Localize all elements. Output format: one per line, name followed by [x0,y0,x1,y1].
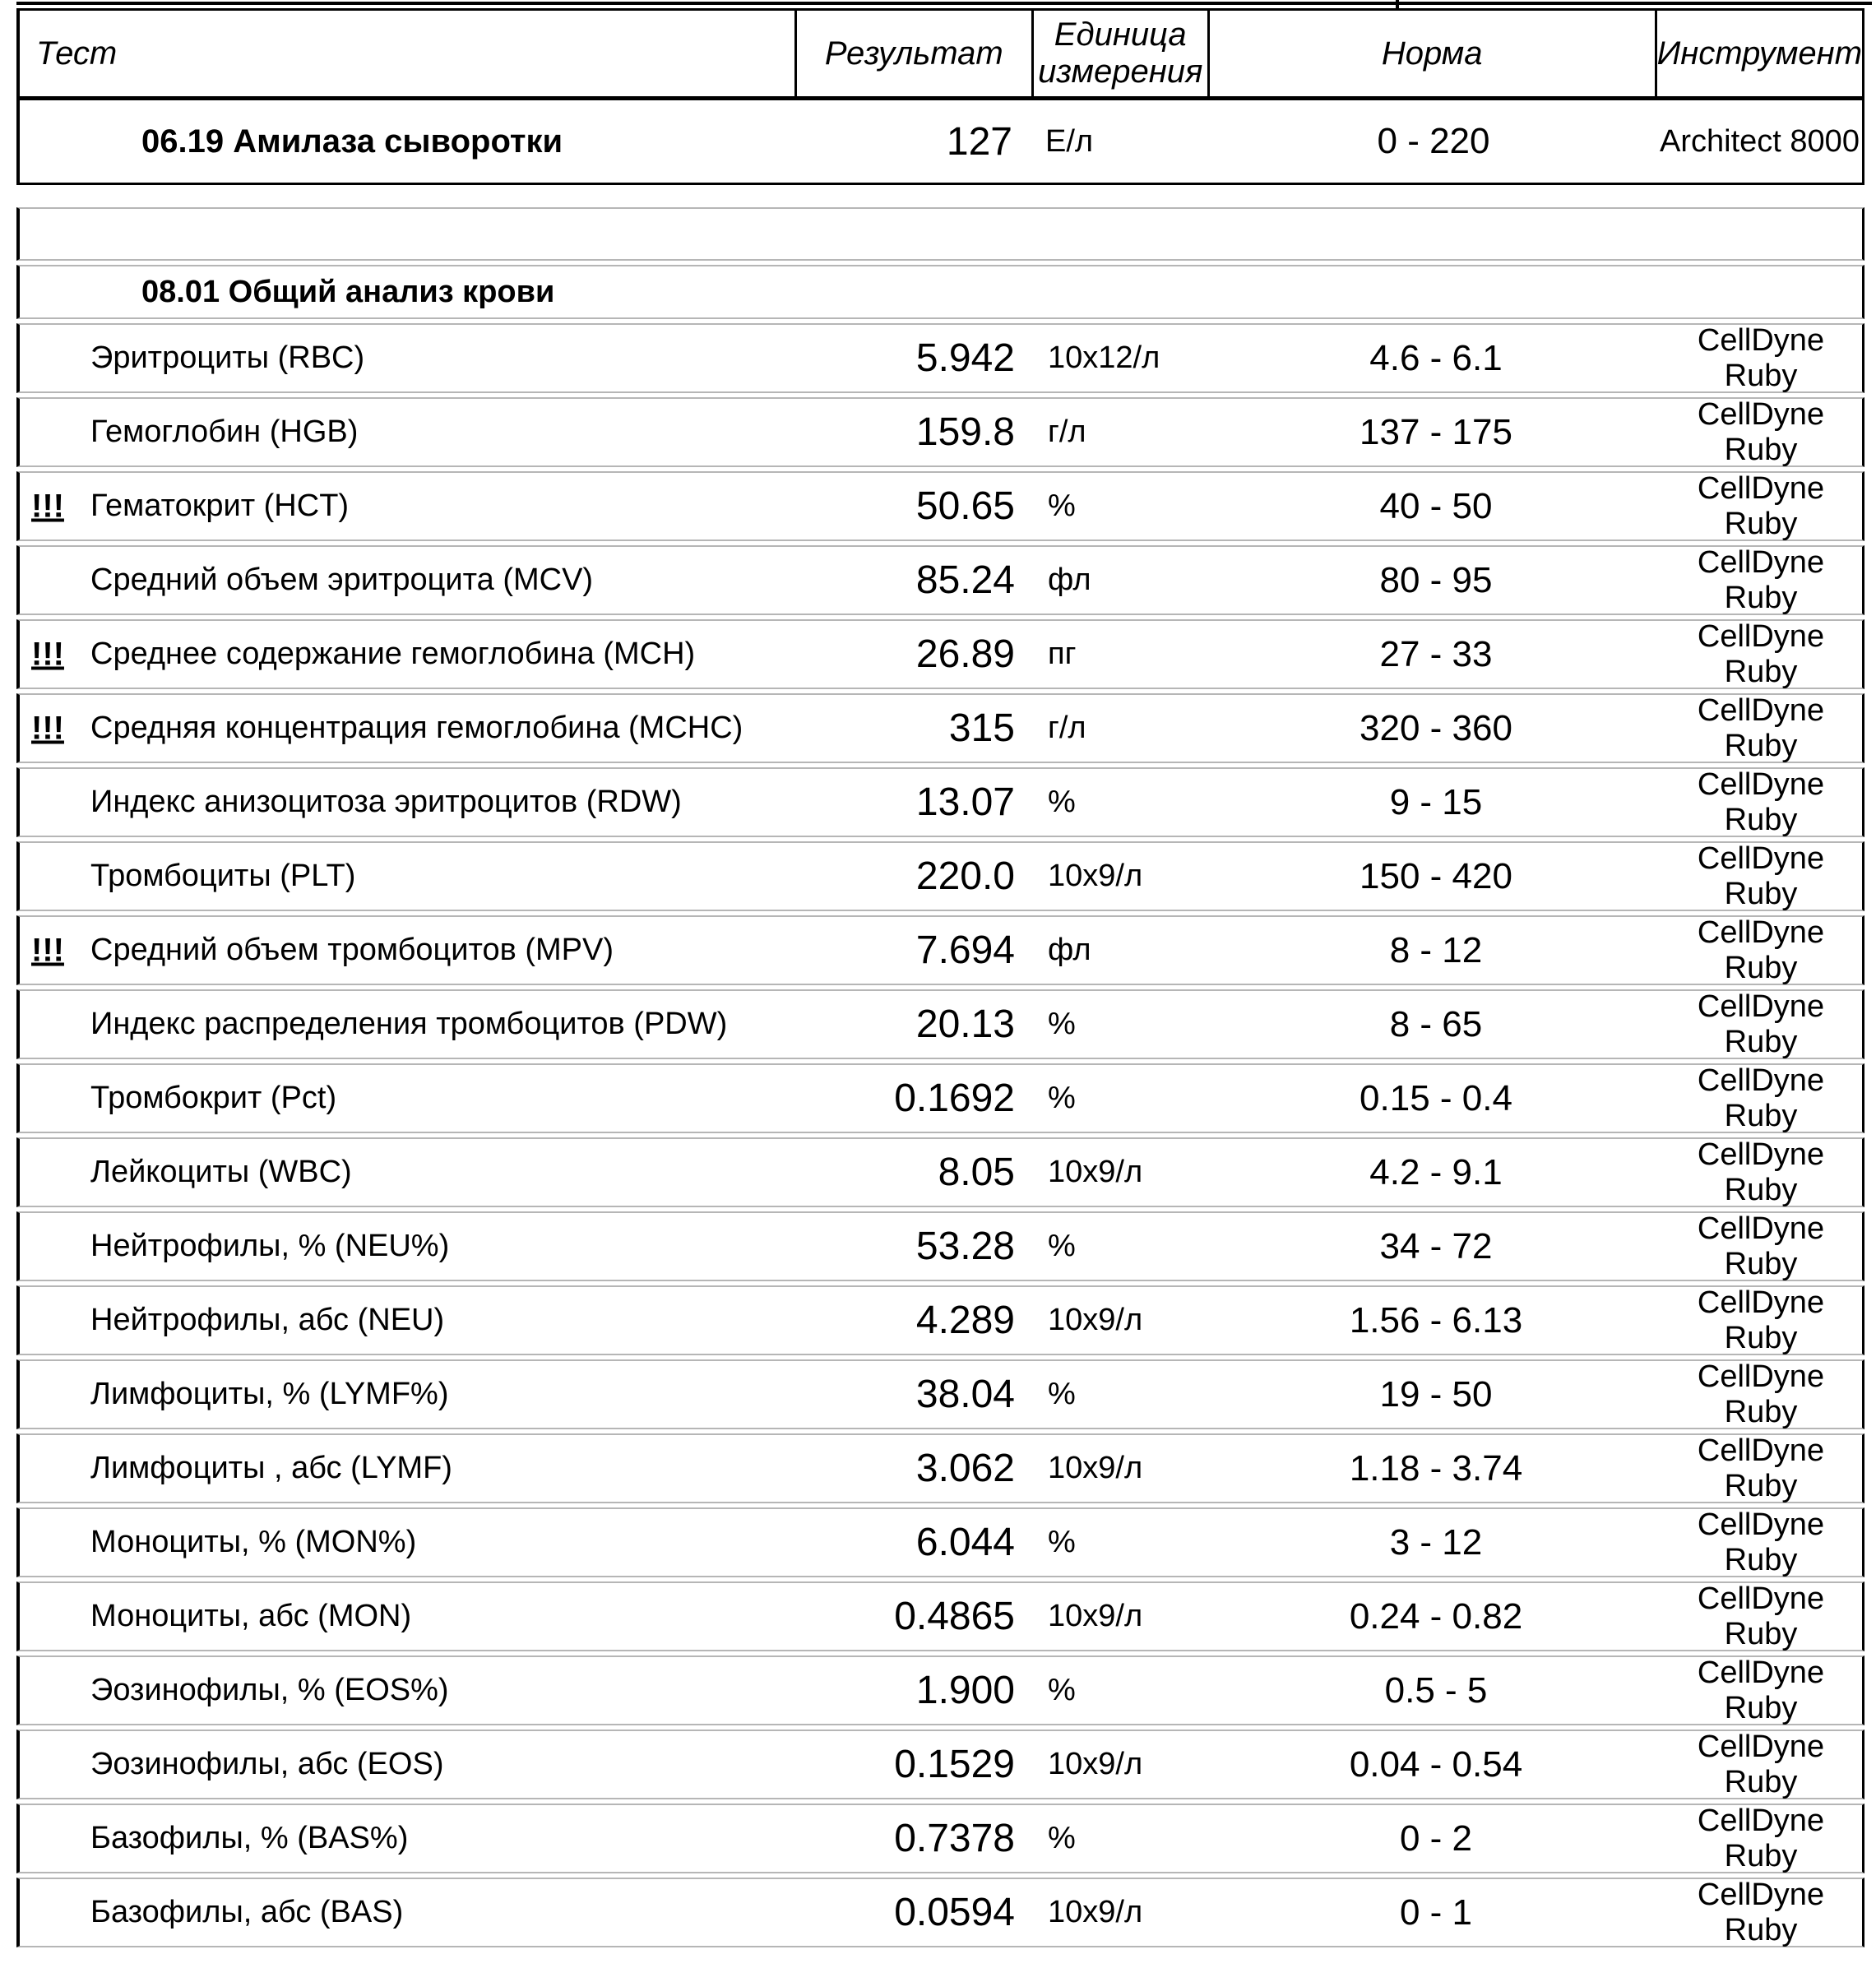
lab-result-row [16,1285,1864,1355]
instrument: CellDyne Ruby [1697,1063,1825,1133]
lab-result-row [16,915,1864,985]
test-name: Эритроциты (RBC) [90,340,365,375]
result-value: 220.0 [915,854,1015,898]
test-name: Среднее содержание гемоглобина (MCH) [90,637,696,671]
reference-range: 80 - 95 [1379,559,1493,600]
reference-range: 0.15 - 0.4 [1360,1077,1512,1118]
result-value: 1.900 [915,1669,1015,1712]
reference-range: 27 - 33 [1379,633,1493,674]
empty-row [16,207,1864,261]
lab-result-row [16,1359,1864,1429]
instrument: CellDyne Ruby [1697,989,1825,1059]
cbc-rows [16,323,1864,1947]
instrument: CellDyne Ruby [1697,544,1825,615]
instrument: CellDyne Ruby [1697,915,1825,985]
amylase-result-row [16,100,1864,185]
instrument: CellDyne Ruby [1697,1137,1825,1207]
lab-result-row [16,1878,1864,1947]
result-value: 0.4865 [894,1595,1015,1638]
result-value: 0.1529 [894,1743,1015,1786]
amylase-table [16,8,1864,185]
instrument: CellDyne Ruby [1697,470,1825,541]
unit: % [1048,1007,1076,1041]
instrument: CellDyne Ruby [1697,1803,1825,1873]
instrument: CellDyne Ruby [1697,1433,1825,1503]
lab-result-row [16,1655,1864,1725]
result-value: 159.8 [915,410,1015,454]
unit: 10x12/л [1048,340,1160,375]
result-value: 0.1692 [894,1077,1015,1120]
abnormal-flag: !!! [31,710,64,746]
test-name: Гематокрит (HCT) [90,489,350,523]
test-name: Индекс распределения тромбоцитов (PDW) [90,1007,728,1041]
unit: г/л [1048,414,1086,449]
result-value: 26.89 [915,632,1015,676]
abnormal-flag: !!! [31,932,64,968]
cutoff-table-bottom-line [16,2,1872,5]
instrument: CellDyne Ruby [1697,396,1825,467]
unit: 10x9/л [1048,859,1143,893]
result-value: 6.044 [915,1521,1015,1564]
test-name: 06.19 Амилаза сыворотки [141,123,563,160]
test-name: Базофилы, % (BAS%) [90,1821,409,1855]
unit: пг [1048,637,1077,671]
column-header-result: Результат [797,11,1034,96]
test-name: Эозинофилы, абс (EOS) [90,1747,444,1781]
column-header-norm: Норма [1210,11,1657,96]
instrument: CellDyne Ruby [1697,1655,1825,1725]
instrument: CellDyne Ruby [1697,840,1825,911]
unit: 10x9/л [1048,1895,1143,1929]
reference-range: 1.56 - 6.13 [1349,1299,1523,1341]
column-header-unit: Единица измерения [1034,11,1210,96]
section-title: 08.01 Общий анализ крови [141,274,555,309]
unit: % [1048,785,1076,819]
lab-result-row [16,1137,1864,1207]
result-value: 4.289 [915,1299,1015,1342]
result-value: 5.942 [915,336,1015,380]
lab-result-row [16,1730,1864,1799]
reference-range: 8 - 12 [1389,929,1483,970]
unit: г/л [1048,711,1086,745]
reference-range: 0 - 220 [1377,121,1490,161]
result-value: 13.07 [915,780,1015,824]
instrument: CellDyne Ruby [1697,1581,1825,1651]
reference-range: 4.6 - 6.1 [1369,337,1503,378]
instrument: CellDyne Ruby [1697,1359,1825,1429]
reference-range: 320 - 360 [1360,707,1512,748]
lab-result-row [16,1804,1864,1873]
reference-range: 4.2 - 9.1 [1369,1151,1503,1192]
lab-result-row [16,989,1864,1059]
result-value: 7.694 [915,928,1015,972]
lab-result-row [16,471,1864,541]
result-value: 50.65 [915,484,1015,528]
instrument: CellDyne Ruby [1697,766,1825,837]
result-value: 20.13 [915,1003,1015,1046]
lab-result-row [16,1507,1864,1577]
unit: % [1048,1673,1076,1707]
result-value: 8.05 [938,1151,1015,1194]
reference-range: 150 - 420 [1360,855,1512,896]
lab-result-row [16,1433,1864,1503]
table-header-row [16,8,1864,100]
column-header-test: Тест [20,11,797,96]
test-name: Нейтрофилы, % (NEU%) [90,1229,450,1263]
unit: % [1048,1081,1076,1115]
unit: 10x9/л [1048,1155,1143,1189]
test-name: Лимфоциты, % (LYMF%) [90,1377,449,1411]
lab-result-row [16,1211,1864,1281]
reference-range: 0 - 2 [1399,1818,1473,1859]
unit: % [1048,1377,1076,1411]
reference-range: 137 - 175 [1360,411,1512,452]
lab-result-row [16,693,1864,763]
test-name: Моноциты, % (MON%) [90,1525,417,1559]
unit: % [1048,1821,1076,1855]
test-name: Тромбоциты (PLT) [90,859,356,893]
reference-range: 1.18 - 3.74 [1349,1447,1523,1489]
instrument: CellDyne Ruby [1697,1729,1825,1799]
instrument: CellDyne Ruby [1697,692,1825,763]
reference-range: 0 - 1 [1399,1892,1473,1933]
lab-result-row [16,397,1864,467]
test-name: Лимфоциты , абс (LYMF) [90,1451,452,1485]
unit: 10x9/л [1048,1599,1143,1633]
cbc-section-row [16,265,1864,319]
test-name: Базофилы, абс (BAS) [90,1895,404,1929]
reference-range: 34 - 72 [1379,1225,1493,1266]
test-name: Эозинофилы, % (EOS%) [90,1673,449,1707]
result-value: 53.28 [915,1225,1015,1268]
unit: 10x9/л [1048,1747,1143,1781]
lab-result-row [16,1063,1864,1133]
instrument: CellDyne Ruby [1697,618,1825,689]
test-name: Средний объем эритроцита (MCV) [90,563,594,597]
result-value: 85.24 [915,558,1015,602]
unit: % [1048,1229,1076,1263]
test-name: Нейтрофилы, абс (NEU) [90,1303,445,1337]
test-name: Лейкоциты (WBC) [90,1155,352,1189]
column-header-instrument: Инструмент [1656,35,1863,72]
test-name: Средняя концентрация гемоглобина (MCHC) [90,711,743,745]
test-name: Гемоглобин (HGB) [90,414,359,449]
test-name: Индекс анизоцитоза эритроцитов (RDW) [90,785,682,819]
reference-range: 40 - 50 [1379,485,1493,526]
reference-range: 9 - 15 [1389,781,1483,822]
reference-range: 0.04 - 0.54 [1349,1743,1523,1785]
test-name: Моноциты, абс (MON) [90,1599,412,1633]
unit: % [1048,489,1076,523]
reference-range: 0.5 - 5 [1384,1669,1488,1711]
reference-range: 0.24 - 0.82 [1349,1595,1523,1637]
unit: Е/л [1045,123,1094,159]
instrument: Architect 8000 [1660,123,1860,159]
lab-result-row [16,841,1864,911]
result-value: 0.7378 [894,1817,1015,1860]
instrument: CellDyne Ruby [1697,1211,1825,1281]
lab-result-row [16,545,1864,615]
unit: фл [1048,563,1091,597]
abnormal-flag: !!! [31,488,64,524]
cbc-table [16,207,1864,1952]
instrument: CellDyne Ruby [1697,322,1825,393]
instrument: CellDyne Ruby [1697,1285,1825,1355]
unit: % [1048,1525,1076,1559]
instrument: CellDyne Ruby [1697,1507,1825,1577]
test-name: Тромбокрит (Pct) [90,1081,337,1115]
reference-range: 8 - 65 [1389,1003,1483,1044]
instrument: CellDyne Ruby [1697,1877,1825,1947]
reference-range: 3 - 12 [1389,1521,1483,1563]
unit: 10x9/л [1048,1303,1143,1337]
unit: 10x9/л [1048,1451,1143,1485]
result-value: 3.062 [915,1447,1015,1490]
lab-result-row [16,767,1864,837]
result-value: 0.0594 [894,1891,1015,1934]
result-value: 38.04 [915,1373,1015,1416]
result-value: 127 [946,119,1012,164]
lab-result-row [16,323,1864,393]
lab-result-row [16,1581,1864,1651]
result-value: 315 [948,706,1015,750]
test-name: Средний объем тромбоцитов (MPV) [90,933,614,967]
abnormal-flag: !!! [31,636,64,672]
unit: фл [1048,933,1091,967]
reference-range: 19 - 50 [1379,1373,1493,1415]
lab-result-row [16,619,1864,689]
